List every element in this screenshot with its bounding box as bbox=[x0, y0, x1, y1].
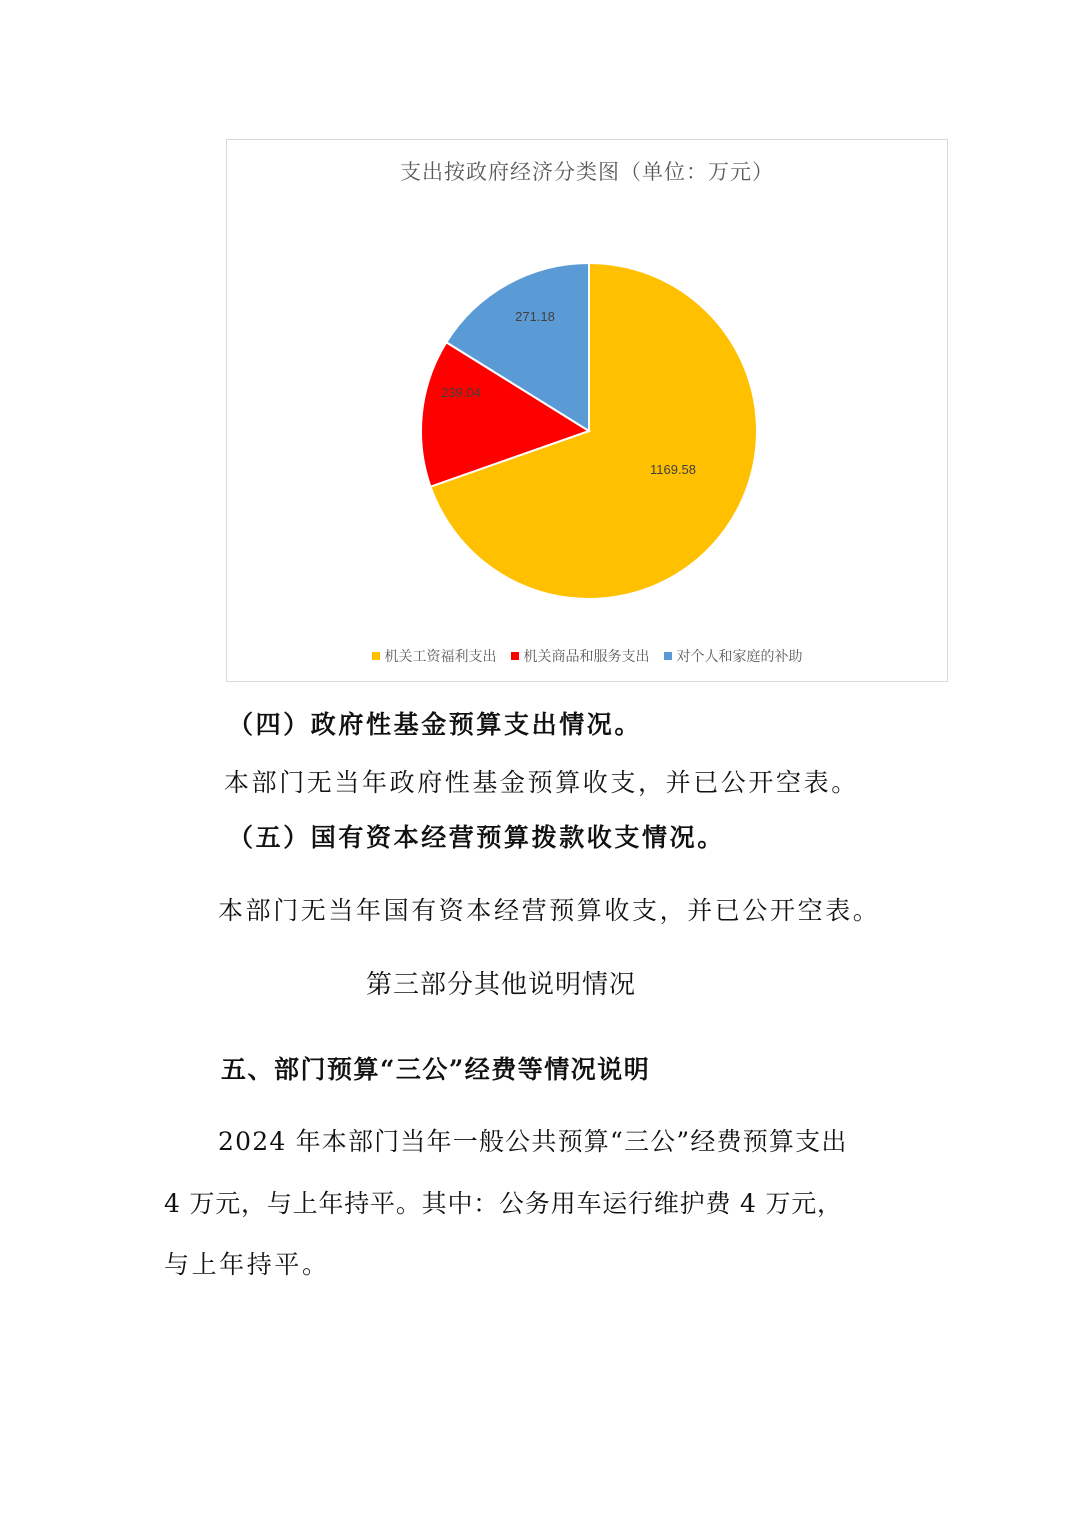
chart-legend bbox=[227, 646, 947, 666]
pie-chart-plot bbox=[227, 140, 949, 683]
legend-item bbox=[372, 646, 497, 666]
paragraph-five: 本部门无当年国有资本经营预算收支，并已公开空表。 bbox=[218, 896, 881, 925]
pie-data-label: 1169.58 bbox=[649, 462, 697, 477]
legend-label: 机关商品和服务支出 bbox=[523, 649, 650, 665]
paragraph-four: 本部门无当年政府性基金预算收支，并已公开空表。 bbox=[224, 768, 859, 797]
section-five-title: 五、部门预算“三公”经费等情况说明 bbox=[221, 1055, 651, 1084]
paragraph-sangong-line3: 与上年持平。 bbox=[164, 1250, 330, 1279]
pie-chart bbox=[226, 139, 948, 682]
pie-data-label: 271.18 bbox=[515, 309, 555, 324]
legend-item bbox=[511, 646, 650, 666]
legend-swatch-icon bbox=[511, 652, 519, 660]
legend-label: 对个人和家庭的补助 bbox=[676, 649, 803, 665]
chart-title: 支出按政府经济分类图（单位：万元） bbox=[400, 160, 774, 184]
legend-swatch-icon bbox=[664, 652, 672, 660]
heading-five: （五）国有资本经营预算拨款收支情况。 bbox=[228, 823, 725, 852]
legend-label: 机关工资福利支出 bbox=[384, 649, 497, 665]
heading-four: （四）政府性基金预算支出情况。 bbox=[228, 710, 643, 739]
legend-item bbox=[664, 646, 803, 666]
paragraph-sangong-line1: 2024 年本部门当年一般公共预算“三公”经费预算支出 bbox=[218, 1127, 848, 1156]
pie-data-label: 239.04 bbox=[441, 385, 481, 400]
part-three-title: 第三部分其他说明情况 bbox=[366, 970, 637, 1000]
legend-swatch-icon bbox=[372, 652, 380, 660]
paragraph-sangong-line2: 4 万元，与上年持平。其中：公务用车运行维护费 4 万元， bbox=[164, 1189, 843, 1218]
